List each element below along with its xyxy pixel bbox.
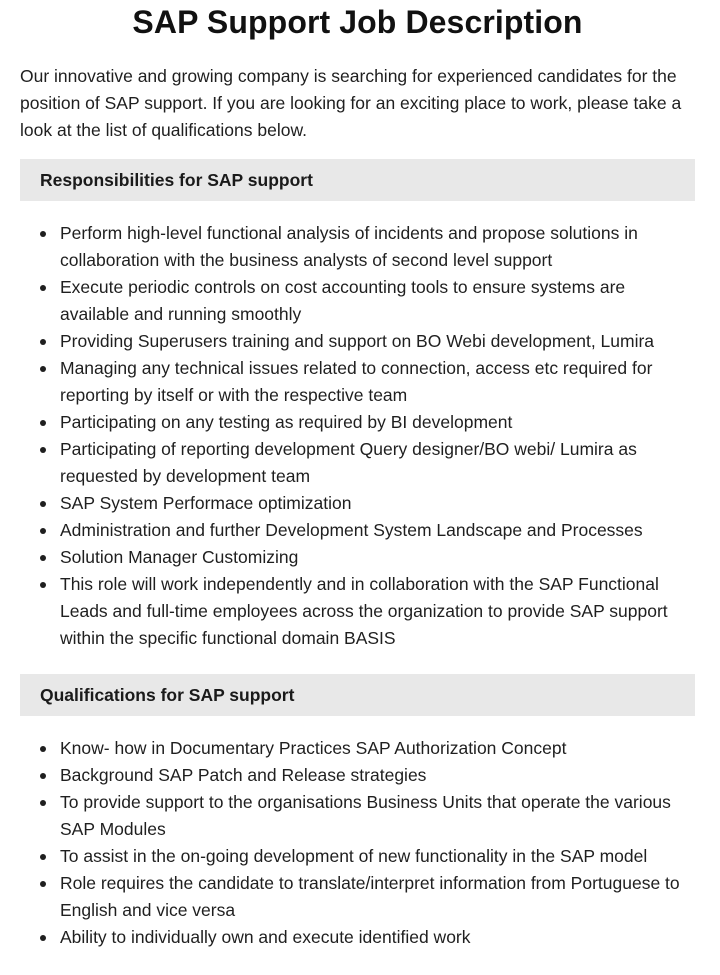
- responsibilities-heading: Responsibilities for SAP support: [20, 159, 695, 201]
- bullet-icon: [40, 746, 46, 752]
- list-item: [20, 436, 695, 490]
- list-item-text: Ability to individually own and execute identified work: [60, 927, 471, 947]
- list-item-text: Participating of reporting development Query designer/BO webi/ Lumira as requested by development team: [60, 439, 637, 486]
- list-item-text: Solution Manager Customizing: [60, 547, 299, 567]
- bullet-icon: [40, 420, 46, 426]
- list-item: [20, 544, 695, 571]
- bullet-icon: [40, 231, 46, 237]
- list-item: [20, 409, 695, 436]
- list-item: [20, 870, 695, 924]
- list-item-text: Know- how in Documentary Practices SAP Authorization Concept: [60, 738, 567, 758]
- bullet-icon: [40, 501, 46, 507]
- bullet-icon: [40, 366, 46, 372]
- list-item: [20, 328, 695, 355]
- bullet-icon: [40, 555, 46, 561]
- bullet-icon: [40, 800, 46, 806]
- list-item: [20, 490, 695, 517]
- bullet-icon: [40, 447, 46, 453]
- list-item: [20, 843, 695, 870]
- list-item-text: Participating on any testing as required by BI development: [60, 412, 513, 432]
- list-item-text: Execute periodic controls on cost accounting tools to ensure systems are available and running smoothly: [60, 277, 626, 324]
- qualifications-heading: Qualifications for SAP support: [20, 674, 695, 716]
- list-item: [20, 355, 695, 409]
- bullet-icon: [40, 339, 46, 345]
- list-item: [20, 517, 695, 544]
- intro-paragraph: Our innovative and growing company is searching for experienced candidates for the position of SAP support. If you are looking for an exciting place to work, please take a look at the list of qualifications below.: [20, 66, 682, 140]
- list-item-text: This role will work independently and in collaboration with the SAP Functional Leads and full-time employees across the organization to provide SAP support within the specific functional domain BASIS: [60, 574, 668, 648]
- list-item-text: SAP System Performace optimization: [60, 493, 352, 513]
- list-item: [20, 762, 695, 789]
- list-item-text: To assist in the on-going development of new functionality in the SAP model: [60, 846, 648, 866]
- list-item-text: Administration and further Development System Landscape and Processes: [60, 520, 643, 540]
- list-item-text: Providing Superusers training and support on BO Webi development, Lumira: [60, 331, 655, 351]
- bullet-icon: [40, 582, 46, 588]
- list-item-text: Managing any technical issues related to connection, access etc required for reporting by itself or with the respective team: [60, 358, 653, 405]
- bullet-icon: [40, 881, 46, 887]
- bullet-icon: [40, 285, 46, 291]
- list-item-text: Role requires the candidate to translate/interpret information from Portuguese to English and vice versa: [60, 873, 680, 920]
- bullet-icon: [40, 854, 46, 860]
- page-title: SAP Support Job Description: [132, 4, 583, 40]
- list-item: [20, 274, 695, 328]
- list-item: [20, 571, 695, 652]
- qualifications-list: [20, 735, 695, 951]
- list-item: [20, 924, 695, 951]
- bullet-icon: [40, 773, 46, 779]
- list-item-text: Background SAP Patch and Release strategies: [60, 765, 427, 785]
- list-item-text: Perform high-level functional analysis of incidents and propose solutions in collaboration with the business analysts of second level support: [60, 223, 638, 270]
- bullet-icon: [40, 528, 46, 534]
- list-item: [20, 220, 695, 274]
- bullet-icon: [40, 935, 46, 941]
- list-item-text: To provide support to the organisations Business Units that operate the various SAP Modules: [60, 792, 671, 839]
- list-item: [20, 789, 695, 843]
- list-item: [20, 735, 695, 762]
- responsibilities-list: [20, 220, 695, 652]
